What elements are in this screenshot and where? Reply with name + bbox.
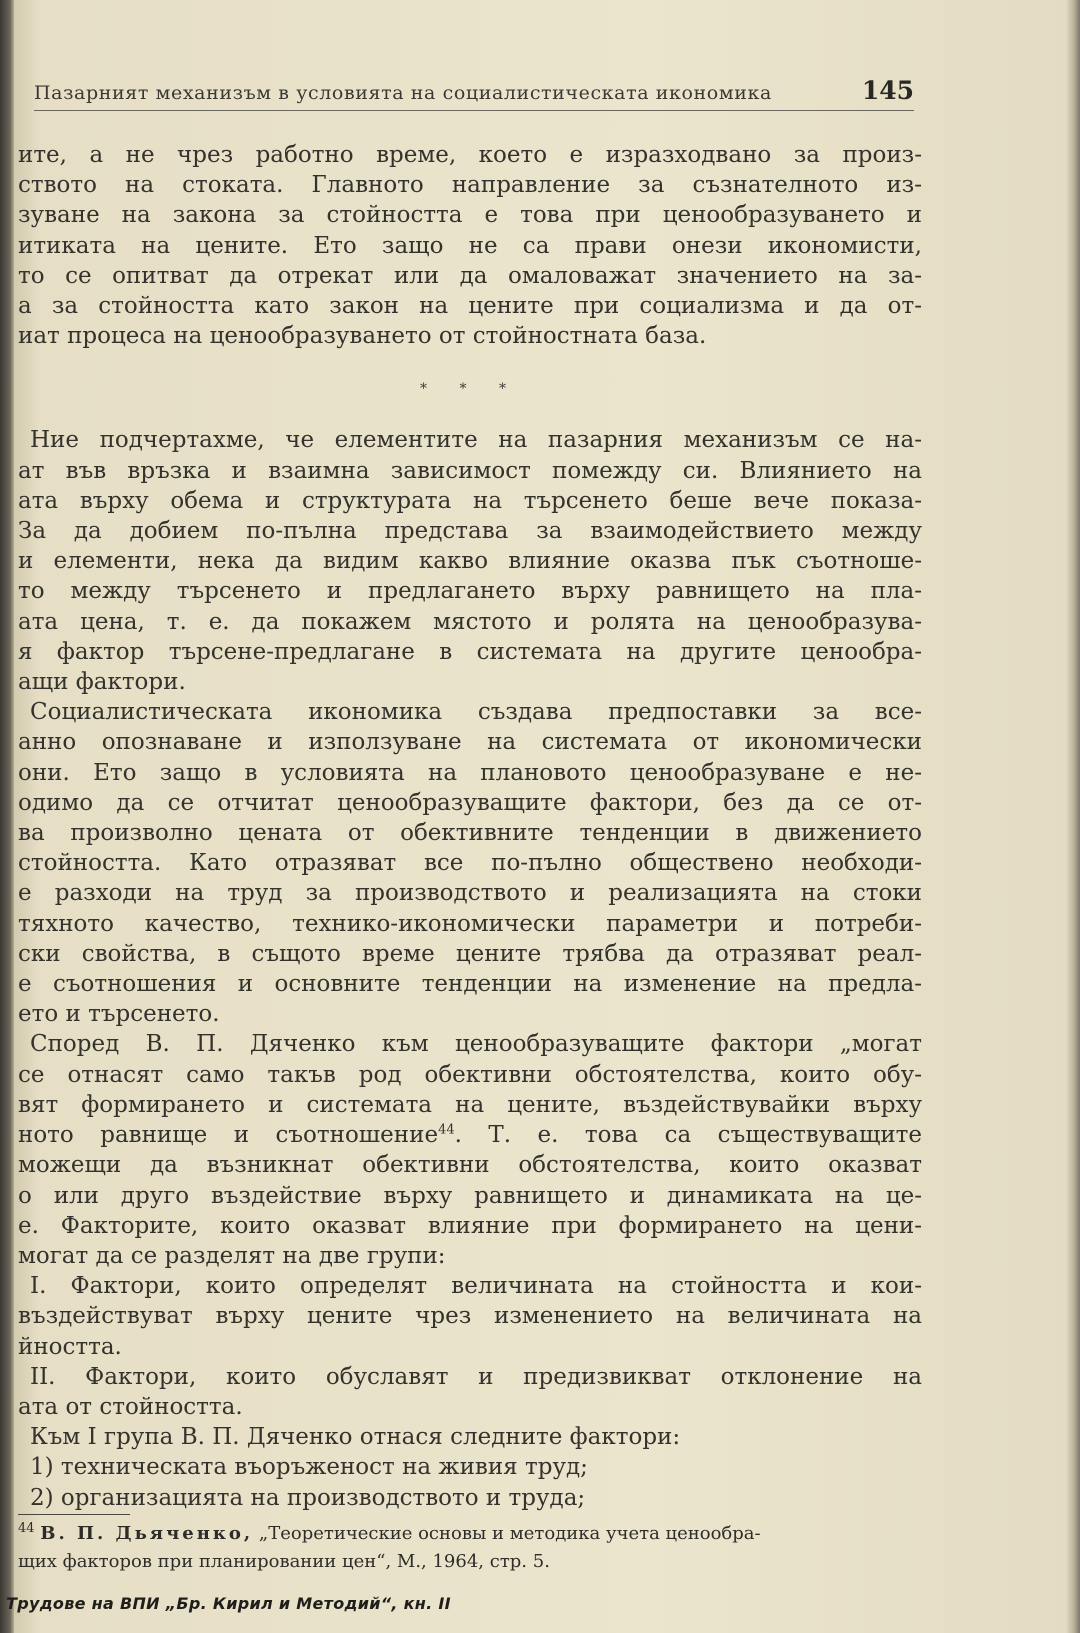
footnote-number: 44 (18, 1521, 35, 1536)
list-item: 2) организацията на производството и труда; (30, 1484, 586, 1511)
text-line: итиката на цените. Ето защо не са прави онези икономисти, (18, 232, 922, 259)
text-line-with-footnote (18, 1120, 922, 1150)
text-line: а за стойността като закон на цените при социализма и да от- (18, 293, 922, 320)
text-line: то се опитват да отрекат или да омаловажат значението на за- (18, 262, 922, 289)
text-line: иат процеса на ценообразуването от стойностната база. (18, 323, 707, 350)
paragraph-1 (18, 140, 922, 351)
paragraph-3 (18, 697, 922, 1029)
list-item: II. Фактори, които обуславят и предизвикват отклонение на (30, 1363, 922, 1390)
text-span: ното равнище и съотношение (18, 1122, 439, 1149)
text-line: е. Факторите, които оказват влияние при формирането на цени- (18, 1212, 922, 1239)
text-line: се отнасят само такъв род обективни обстоятелства, които обу- (18, 1061, 922, 1088)
page-footer: Трудове на ВПИ „Бр. Кирил и Методий“, кн. II (6, 1594, 451, 1613)
footnote-line (18, 1520, 918, 1548)
text-line: Ние подчертахме, че елементите на пазарния механизъм се на- (30, 427, 922, 454)
footnote-line: щих факторов при планировании цен“, М., 1964, стр. 5. (18, 1551, 550, 1572)
text-line: За да добием по-пълна представа за взаимодействието между (18, 518, 922, 545)
text-line: ащи фактори. (18, 669, 186, 696)
text-span: . Т. е. това са съществуващите (454, 1122, 922, 1149)
text-line: ите, а не чрез работно време, което е изразходвано за произ- (18, 142, 922, 168)
list-intro: Към I група В. П. Дяченко отнася следните фактори: (30, 1424, 681, 1451)
text-line: ата цена, т. е. да покажем мястото и ролята на ценообразува- (18, 608, 922, 635)
text-line: о или друго въздействие върху равнището и динамиката на це- (18, 1182, 922, 1209)
text-line: и елементи, нека да видим какво влияние оказва пък съотноше- (18, 548, 922, 575)
text-line: е разходи на труд за производството и реализацията на стоки (18, 880, 922, 907)
body-text (18, 140, 922, 1513)
footnote-text: „Теоретические основы и методика учета ценообра- (258, 1523, 761, 1544)
text-line: я фактор търсене-предлагане в системата на другите ценообра- (18, 638, 922, 665)
footnote-rule (18, 1514, 130, 1515)
text-line: можещи да възникнат обективни обстоятелства, които оказват (18, 1152, 922, 1179)
footnote-author: В. П. Дьяченко, (40, 1523, 254, 1544)
factor-list (18, 1452, 922, 1512)
text-line: стойността. Като отразяват все по-пълно обществено необходи- (18, 850, 922, 877)
paragraph-2 (18, 425, 922, 697)
text-line: ва произволно цената от обективните тенденции в движението (18, 820, 922, 847)
footnote-reference[interactable]: 44 (438, 1122, 455, 1138)
header-rule (34, 110, 914, 111)
running-header-title: Пазарният механизъм в условията на социалистическата икономика (34, 82, 772, 104)
text-line: они. Ето защо в условията на плановото ценообразуване е не- (18, 759, 922, 786)
section-separator: * * * (420, 381, 520, 398)
text-line: то между търсенето и предлагането върху равнището на пла- (18, 578, 922, 605)
text-line: ски свойства, в същото време цените трябва да отразяват реал- (18, 940, 922, 967)
factor-groups (18, 1271, 922, 1422)
text-line: зуване на закона за стойността е това при ценообразуването и (18, 202, 922, 229)
text-line: е съотношения и основните тенденции на изменение на предла- (18, 971, 922, 998)
footnote (18, 1520, 918, 1576)
text-line: одимо да се отчитат ценообразуващите фактори, без да се от- (18, 789, 922, 816)
list-item: 1) техническата въоръженост на живия труд; (30, 1454, 588, 1481)
running-header (34, 72, 914, 112)
text-line: ата върху обема и структурата на търсенето беше вече показа- (18, 487, 922, 514)
text-line: ството на стоката. Главното направление за съзнателното из- (18, 172, 922, 199)
text-line: ата от стойността. (18, 1393, 243, 1420)
text-line: йността. (18, 1333, 122, 1360)
paragraph-4 (18, 1029, 922, 1271)
text-line: Според В. П. Дяченко към ценообразуващите фактори „могат (30, 1031, 922, 1058)
book-spine-shadow (0, 0, 14, 1633)
page-number: 145 (861, 76, 914, 105)
text-line: ето и търсенето. (18, 1001, 220, 1028)
list-item: I. Фактори, които определят величината на стойността и кои- (30, 1273, 922, 1300)
text-line: могат да се разделят на две групи: (18, 1242, 446, 1269)
text-line: въздействуват върху цените чрез изменението на величината на (18, 1303, 922, 1330)
text-line: анно опознаване и използуване на системата от икономически (18, 729, 922, 756)
text-line: Социалистическата икономика създава предпоставки за все- (30, 699, 922, 726)
page-right-edge (1066, 0, 1080, 1633)
text-line: ат във връзка и взаимна зависимост помежду си. Влиянието на (18, 457, 922, 484)
text-line: вят формирането и системата на цените, въздействувайки върху (18, 1091, 922, 1118)
text-line: тяхното качество, технико-икономически параметри и потреби- (18, 910, 922, 937)
spacer (18, 409, 922, 425)
